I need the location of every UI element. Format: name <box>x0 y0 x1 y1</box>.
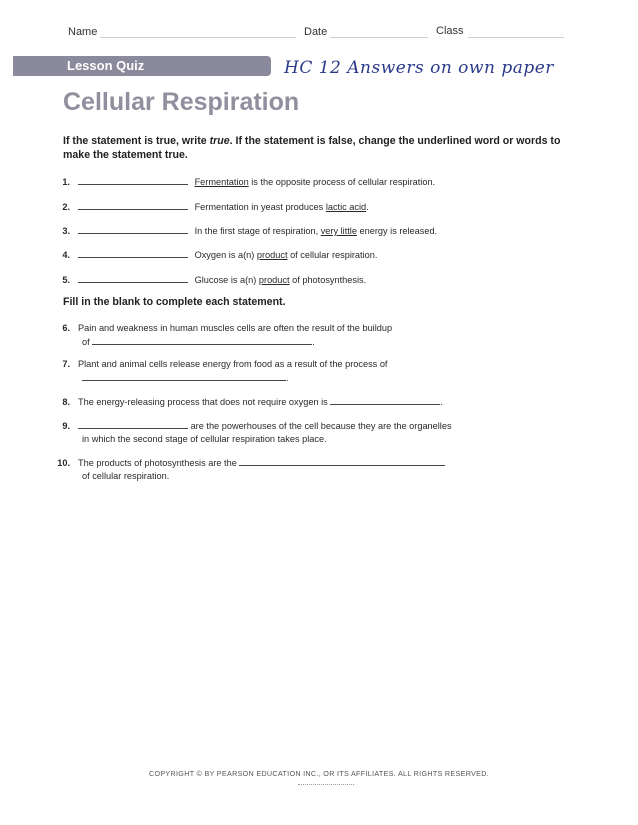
question-4: 4. Oxygen is a(n) product of cellular respiration. <box>62 250 378 260</box>
class-label: Class <box>436 25 464 37</box>
date-label: Date <box>304 26 328 38</box>
answer-blank-8[interactable] <box>330 395 440 405</box>
question-7: 7. Plant and animal cells release energy from food as a result of the process of . <box>62 359 388 383</box>
handwritten-note: HC 12 Answers on own paper <box>284 58 554 78</box>
answer-blank-2[interactable] <box>78 200 188 210</box>
name-line[interactable] <box>100 37 296 38</box>
section1-instructions: If the statement is true, write true. If the statement is false, change the underlined word or words to make the statement true. <box>63 135 561 161</box>
lesson-quiz-banner <box>13 56 271 76</box>
answer-blank-7[interactable] <box>82 371 286 381</box>
question-6: 6. Pain and weakness in human muscles cells are often the result of the buildup of . <box>62 323 393 347</box>
question-5: 5. Glucose is a(n) product of photosynthesis. <box>62 275 367 285</box>
answer-blank-6[interactable] <box>92 335 312 345</box>
question-3: 3. In the first stage of respiration, very little energy is released. <box>62 226 438 236</box>
question-10: 10. The products of photosynthesis are the of cellular respiration. <box>56 456 445 483</box>
name-label: Name <box>68 26 98 38</box>
banner-label: Lesson Quiz <box>67 58 145 73</box>
question-1: 1. Fermentation is the opposite process of cellular respiration. <box>62 177 436 187</box>
answer-blank-1[interactable] <box>78 175 188 185</box>
question-9: 9. are the powerhouses of the cell because they are the organelles in which the second stage of cellular respiration takes place. <box>62 421 452 444</box>
class-line[interactable] <box>468 37 564 38</box>
date-line[interactable] <box>330 37 428 38</box>
section2-instructions: Fill in the blank to complete each statement. <box>63 296 286 308</box>
answer-blank-10[interactable] <box>239 456 445 466</box>
footer-divider <box>298 784 354 785</box>
copyright-footer: COPYRIGHT © BY PEARSON EDUCATION INC., OR ITS AFFILIATES. ALL RIGHTS RESERVED. <box>148 769 490 778</box>
answer-blank-4[interactable] <box>78 248 188 258</box>
answer-blank-3[interactable] <box>78 224 188 234</box>
answer-blank-9[interactable] <box>78 419 188 429</box>
page-title: Cellular Respiration <box>63 88 300 116</box>
question-8: 8. The energy-releasing process that does not require oxygen is . <box>62 397 443 407</box>
answer-blank-5[interactable] <box>78 273 188 283</box>
question-2: 2. Fermentation in yeast produces lactic acid. <box>62 202 369 212</box>
